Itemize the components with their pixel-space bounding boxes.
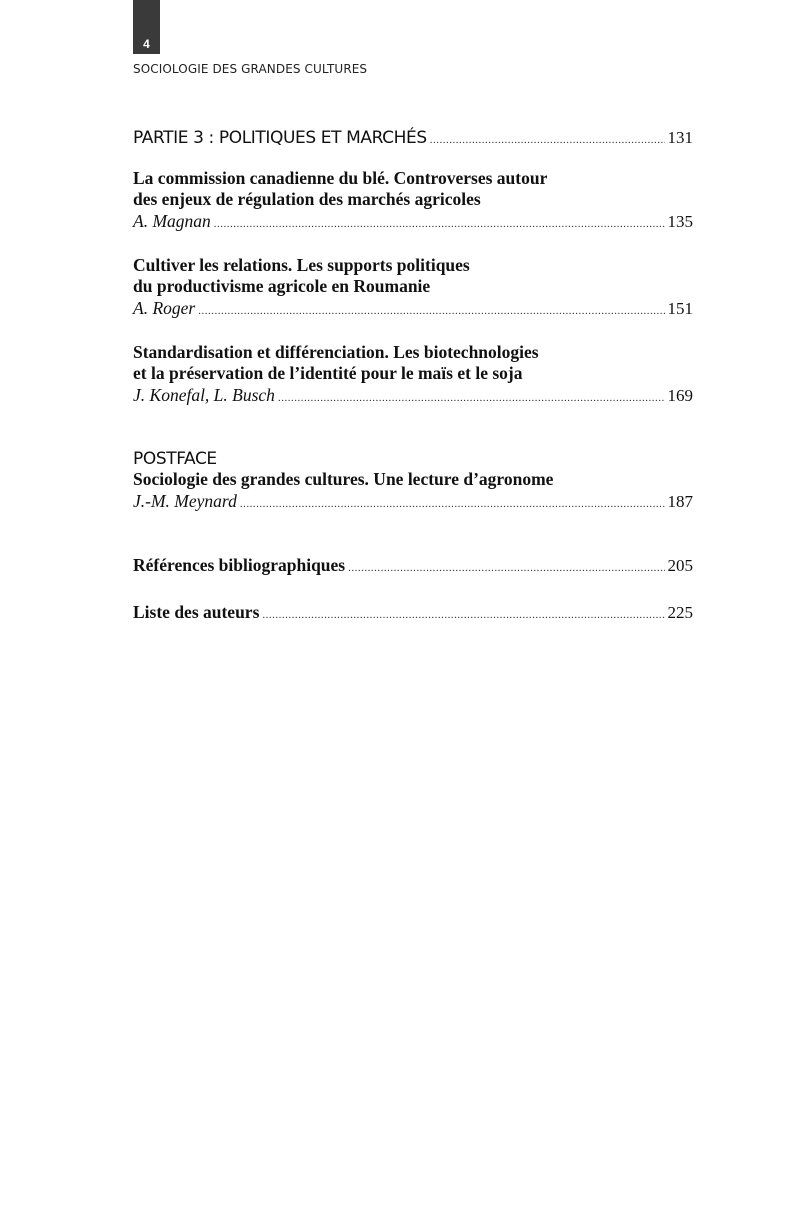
entry-author-row: [133, 490, 693, 515]
page-ref: 169: [667, 386, 693, 405]
authors-list-row: [133, 602, 693, 623]
page-ref: 135: [667, 212, 693, 231]
entry-title-line: des enjeux de régulation des marchés agricoles: [133, 189, 481, 209]
toc-postface[interactable]: [133, 449, 693, 515]
entry-title-line: Sociologie des grandes cultures. Une lecture d’agronome: [133, 469, 554, 489]
references-title: Références bibliographiques: [133, 555, 346, 575]
dot-leader: [198, 300, 664, 322]
entry-author: J. Konefal, L. Busch: [133, 385, 275, 405]
entry-author: J.-M. Meynard: [133, 491, 237, 511]
page-ref: 187: [667, 492, 693, 511]
toc-entry[interactable]: [133, 255, 693, 322]
entry-title-line: du productivisme agricole en Roumanie: [133, 276, 431, 296]
page-ref: 205: [667, 556, 693, 575]
dot-leader: [262, 609, 664, 621]
page-ref: 225: [667, 603, 693, 622]
entry-title-line: Standardisation et différenciation. Les biotechnologies: [133, 342, 539, 362]
entry-author-row: [133, 210, 693, 235]
postface-label: POSTFACE: [133, 449, 217, 469]
page-ref: 151: [667, 299, 693, 318]
toc-entry[interactable]: [133, 168, 693, 235]
entry-author: A. Magnan: [133, 211, 211, 231]
toc-part-row[interactable]: [133, 128, 693, 148]
toc-authors-list[interactable]: [133, 602, 693, 623]
dot-leader: [348, 562, 664, 574]
dot-leader: [240, 493, 665, 515]
references-row: [133, 555, 693, 576]
page-ref: 131: [667, 128, 693, 147]
entry-title-line: et la préservation de l’identité pour le maïs et le soja: [133, 363, 523, 383]
dot-leader: [214, 213, 665, 235]
entry-title-line: La commission canadienne du blé. Controverses autour: [133, 168, 548, 188]
dot-leader: [278, 387, 665, 409]
page-number-tab: [133, 0, 160, 54]
running-title: SOCIOLOGIE DES GRANDES CULTURES: [133, 62, 368, 76]
page-number: 4: [143, 37, 150, 51]
entry-author-row: [133, 297, 693, 322]
entry-author: A. Roger: [133, 298, 196, 318]
table-of-contents: [133, 128, 693, 623]
toc-references[interactable]: [133, 555, 693, 576]
entry-author-row: [133, 384, 693, 409]
part-title: PARTIE 3 : POLITIQUES ET MARCHÉS: [133, 128, 427, 148]
dot-leader: [430, 134, 665, 146]
authors-list-title: Liste des auteurs: [133, 602, 260, 622]
toc-entry[interactable]: [133, 342, 693, 409]
entry-title-line: Cultiver les relations. Les supports politiques: [133, 255, 470, 275]
